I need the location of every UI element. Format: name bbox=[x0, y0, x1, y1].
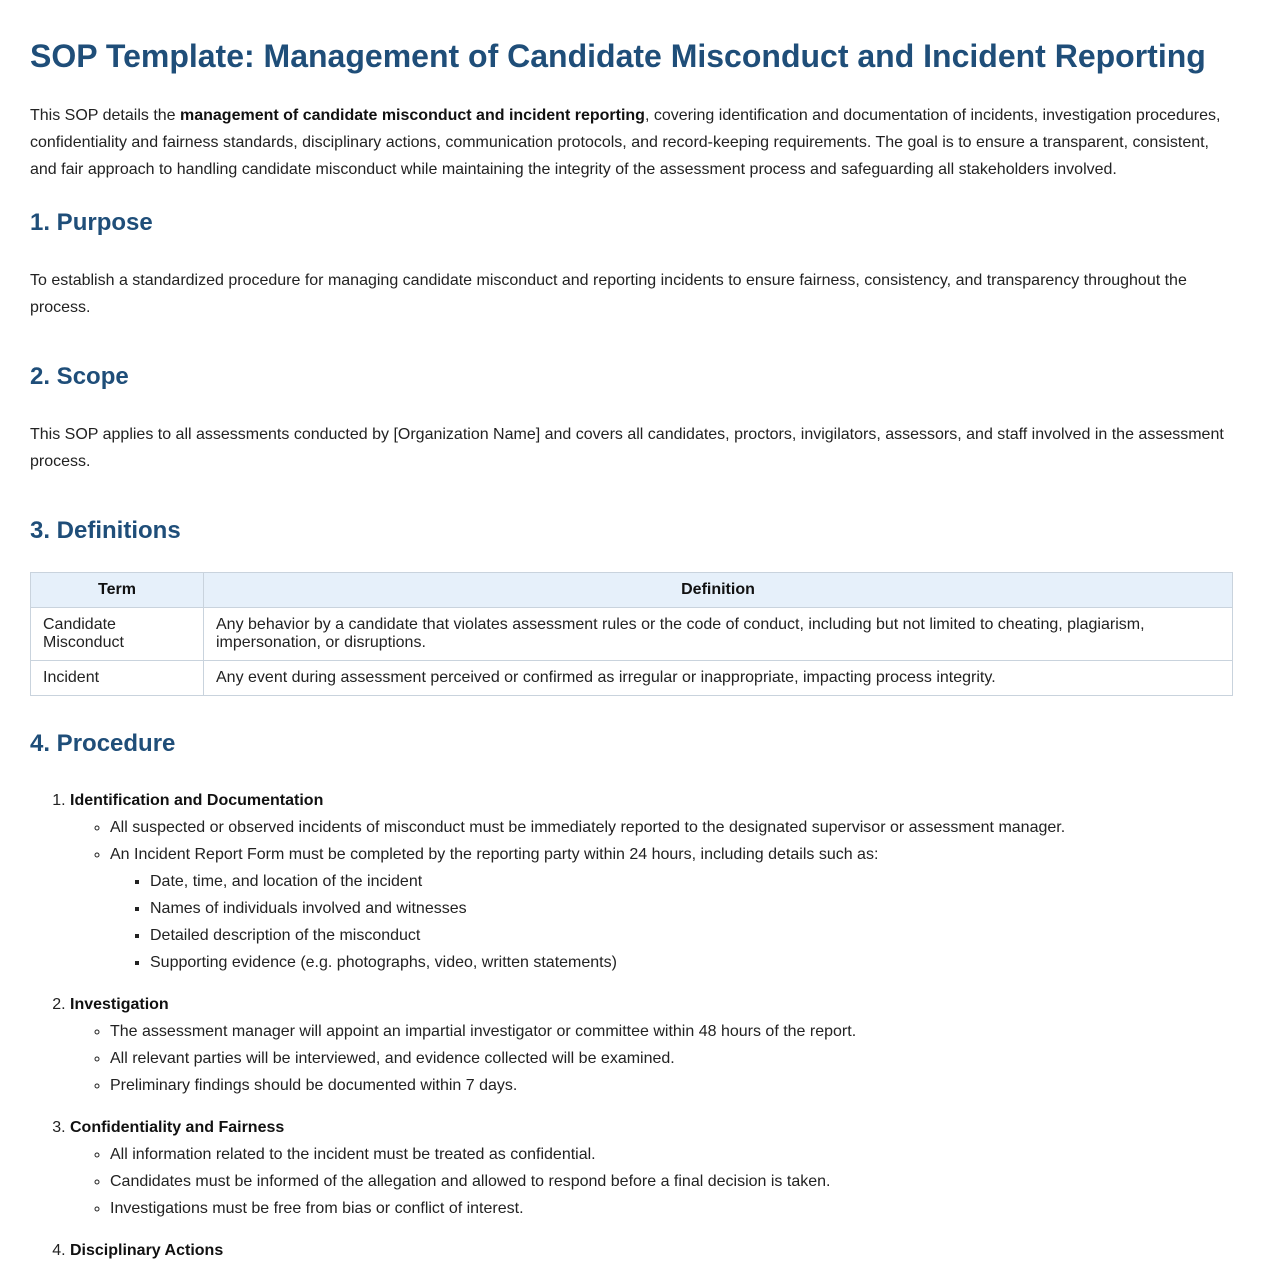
detail-item: ▪ Supporting evidence (e.g. photographs, video, written statements) bbox=[150, 949, 1233, 976]
definition-cell: Any behavior by a candidate that violates assessment rules or the code of conduct, including but not limited to cheating, plagiarism, impersonation, or disruptions. bbox=[204, 608, 1233, 661]
definition-cell: Any event during assessment perceived or confirmed as irregular or inappropriate, impacting process integrity. bbox=[204, 661, 1233, 696]
intro-text-end: , covering identification and documentation of incidents, investigation procedures, confidentiality and fairness standards, disciplinary actions, communication protocols, and record-keeping requirements. The goal is to ensure a transparent, consistent, and fair approach to handling candidate misconduct while maintaining the integrity of the assessment process and safeguarding all stakeholders involved. bbox=[30, 107, 1221, 178]
step-items bbox=[70, 814, 1233, 976]
detail-item: ▪ Names of individuals involved and witnesses bbox=[150, 895, 1233, 922]
procedure-list bbox=[30, 787, 1233, 1264]
step-items bbox=[70, 1141, 1233, 1222]
table-header-row bbox=[31, 573, 1233, 608]
step-items bbox=[70, 1018, 1233, 1099]
list-item: ◦ Candidates must be informed of the allegation and allowed to respond before a final decision is taken. bbox=[110, 1168, 1233, 1195]
term-cell: Incident bbox=[31, 661, 204, 696]
list-item: ◦ The assessment manager will appoint an impartial investigator or committee within 48 hours of the report. bbox=[110, 1018, 1233, 1045]
page-title: SOP Template: Management of Candidate Misconduct and Incident Reporting bbox=[30, 38, 1206, 74]
scope-heading: 2. Scope bbox=[30, 363, 129, 390]
step-title: Investigation bbox=[70, 996, 169, 1013]
procedure-step bbox=[70, 991, 1233, 1099]
procedure-heading: 4. Procedure bbox=[30, 730, 176, 757]
table-row bbox=[31, 661, 1233, 696]
detail-items bbox=[110, 868, 1233, 976]
purpose-heading: 1. Purpose bbox=[30, 209, 153, 236]
procedure-step bbox=[70, 1237, 1233, 1264]
list-item-text: An Incident Report Form must be completed by the reporting party within 24 hours, including details such as: bbox=[110, 846, 879, 863]
detail-item: ▪ Detailed description of the misconduct bbox=[150, 922, 1233, 949]
column-header-definition: Definition bbox=[204, 573, 1233, 608]
step-title: Confidentiality and Fairness bbox=[70, 1119, 285, 1136]
intro-bold-phrase: management of candidate misconduct and incident reporting bbox=[180, 107, 645, 124]
step-title: Identification and Documentation bbox=[70, 792, 324, 809]
intro-paragraph bbox=[30, 102, 1233, 183]
list-item: ◦ All information related to the incident must be treated as confidential. bbox=[110, 1141, 1233, 1168]
purpose-text: To establish a standardized procedure for managing candidate misconduct and reporting incidents to ensure fairness, consistency, and transparency throughout the process. bbox=[30, 272, 1187, 316]
list-item: ◦ All suspected or observed incidents of misconduct must be immediately reported to the designated supervisor or assessment manager. bbox=[110, 814, 1233, 841]
detail-item: ▪ Date, time, and location of the incident bbox=[150, 868, 1233, 895]
scope-text: This SOP applies to all assessments conducted by [Organization Name] and covers all candidates, proctors, invigilators, assessors, and staff involved in the assessment process. bbox=[30, 426, 1224, 470]
list-item bbox=[110, 841, 1233, 976]
definitions-heading: 3. Definitions bbox=[30, 517, 181, 544]
step-title: Disciplinary Actions bbox=[70, 1242, 224, 1259]
procedure-step bbox=[70, 787, 1233, 976]
list-item: ◦ Preliminary findings should be documented within 7 days. bbox=[110, 1072, 1233, 1099]
list-item: ◦ All relevant parties will be interviewed, and evidence collected will be examined. bbox=[110, 1045, 1233, 1072]
intro-text-start: This SOP details the bbox=[30, 107, 180, 124]
procedure-step bbox=[70, 1114, 1233, 1222]
list-item: ◦ Investigations must be free from bias or conflict of interest. bbox=[110, 1195, 1233, 1222]
column-header-term: Term bbox=[31, 573, 204, 608]
table-row bbox=[31, 608, 1233, 661]
definitions-table bbox=[30, 572, 1233, 696]
term-cell: Candidate Misconduct bbox=[31, 608, 204, 661]
